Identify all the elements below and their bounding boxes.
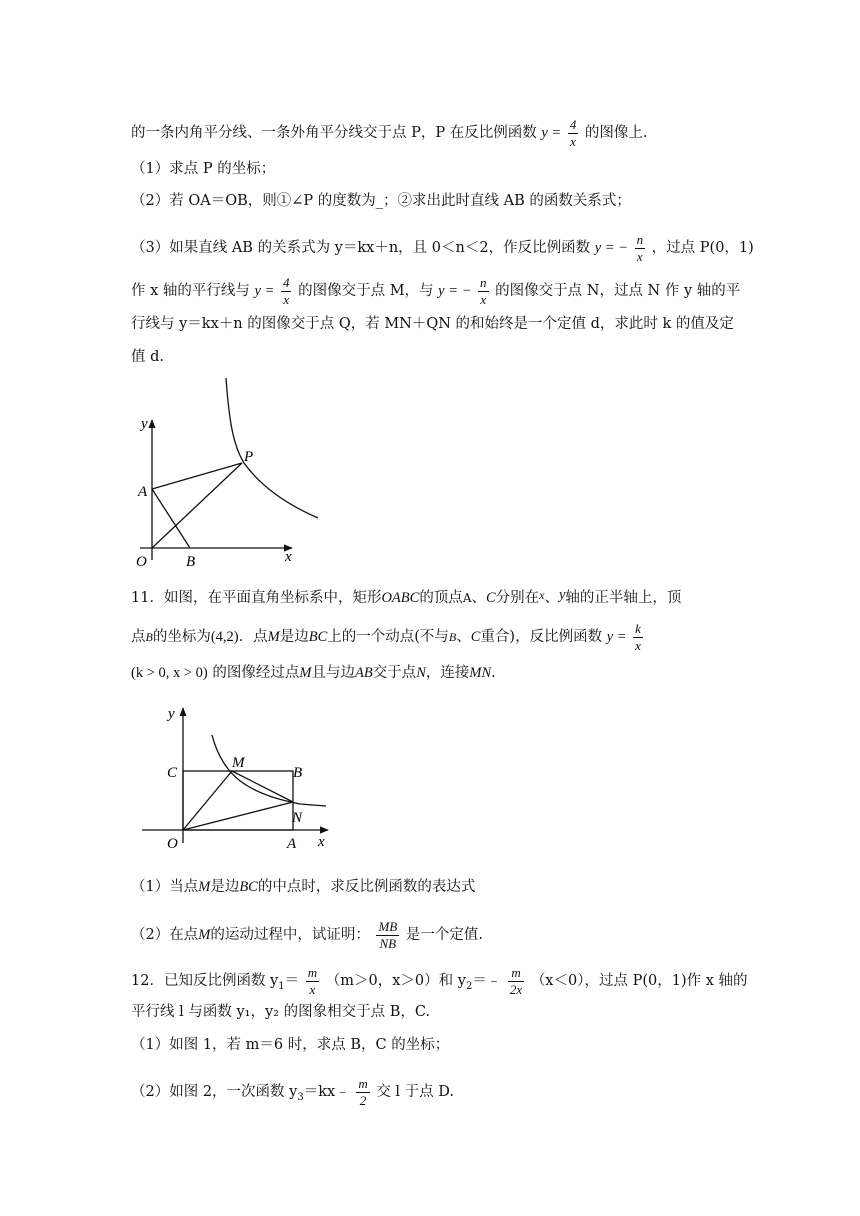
label-N: N — [292, 810, 303, 826]
p11-intro-line3: (k > 0, x > 0) 的图像经过点M且与边AB交于点N，连接MN. — [131, 665, 496, 681]
label-O: O — [167, 836, 178, 852]
p10-question-3-line1: （3）如果直线 AB 的关系式为 y＝kx＋n，且 0＜n＜2，作反比例函数 y = − $\frac{n}{x}$ ，过点 P(0，1) — [131, 232, 754, 264]
function-y-eq: y = — [541, 125, 562, 142]
fraction-n-over-x: $\frac{n}{x}$ — [480, 275, 487, 307]
label-M: M — [232, 755, 245, 771]
p10-question-3-line3: 行线与 y＝kx＋n 的图像交于点 Q，若 MN＋QN 的和始终是一个定值 d，求此时 k 的值及定 — [131, 316, 734, 332]
fraction-MB-over-NB: $\frac{MB}{NB}$ — [378, 919, 398, 951]
segment-AB — [152, 489, 190, 548]
fraction-k-over-x: $\frac{k}{x}$ — [635, 621, 641, 653]
fraction-n-over-x: $\frac{n}{x}$ — [636, 232, 644, 264]
p12-intro-line1: 12．已知反比例函数 $y_1=$ $\frac{m}{x}$ （m＞0，x＞0）和 $y_2=﹣$ $\frac{m}{2x}$ （x＜0），过点 P(0，1)作 x 轴的 — [131, 965, 748, 997]
p11-question-2: （2）在点M的运动过程中，试证明： $\frac{MB}{NB}$ 是一个定值. — [131, 919, 483, 951]
p11-figure — [140, 702, 340, 854]
label-O: O — [136, 554, 147, 570]
fraction-m-over-2x: $\frac{m}{2x}$ — [509, 965, 523, 997]
p12-question-1: （1）如图 1，若 m＝6 时，求点 B，C 的坐标； — [131, 1037, 450, 1053]
label-A: A — [287, 836, 297, 852]
label-x: x — [318, 834, 325, 850]
label-y: y — [141, 416, 148, 432]
label-y: y — [168, 706, 175, 722]
label-B: B — [293, 765, 303, 781]
label-C: C — [167, 765, 178, 781]
fraction-m-over-2: $\frac{m}{2}$ — [358, 1076, 368, 1108]
p11-question-1: （1）当点M是边BC的中点时，求反比例函数的表达式 — [131, 879, 476, 895]
fraction-4-over-x: $\frac{4}{x}$ — [282, 275, 290, 307]
segment-MN — [232, 771, 293, 802]
p10-question-2: （2）若 OA＝OB，则①∠P 的度数为_；②求出此时直线 AB 的函数关系式； — [131, 193, 631, 209]
fraction-4-over-x: $\frac{4}{x}$ — [569, 117, 577, 149]
p11-intro-line1: 11．如图，在平面直角坐标系中，矩形OABC的顶点A、C分别在$^x$、y轴的正半轴上，顶 — [131, 587, 682, 606]
fraction-m-over-x: $\frac{m}{x}$ — [307, 965, 318, 997]
segment-OM — [183, 771, 232, 830]
p11-intro-line2: 点B的坐标为(4,2)．点M是边BC上的一个动点(不与B、C重合)，反比例函数 y = $\frac{k}{x}$ — [131, 621, 641, 653]
label-P: P — [244, 449, 254, 465]
label-x: x — [285, 549, 292, 565]
p10-question-1: （1）求点 P 的坐标； — [131, 161, 276, 177]
p10-intro-line: 的一条内角平分线、一条外角平分线交于点 P，P 在反比例函数 y = $\frac{4}{x}$ 的图像上. — [131, 117, 648, 149]
p12-question-2: （2）如图 2，一次函数 $y_3=kx﹣$ $\frac{m}{2}$ 交 l 于点 D. — [131, 1076, 455, 1108]
label-A: A — [138, 484, 148, 500]
label-B: B — [186, 554, 196, 570]
p10-figure — [128, 374, 328, 574]
p12-intro-line2: 平行线 l 与函数 y₁，y₂ 的图象相交于点 B，C. — [131, 1004, 431, 1020]
p10-question-3-line4: 值 d. — [131, 349, 165, 365]
p10-question-3-line2: 作 x 轴的平行线与 y = $\frac{4}{x}$ 的图像交于点 M，与 y = − $\frac{n}{x}$ 的图像交于点 N，过点 N 作 y 轴的平 — [131, 275, 741, 307]
hyperbola-curve — [226, 378, 318, 518]
segment-ON — [183, 802, 293, 830]
